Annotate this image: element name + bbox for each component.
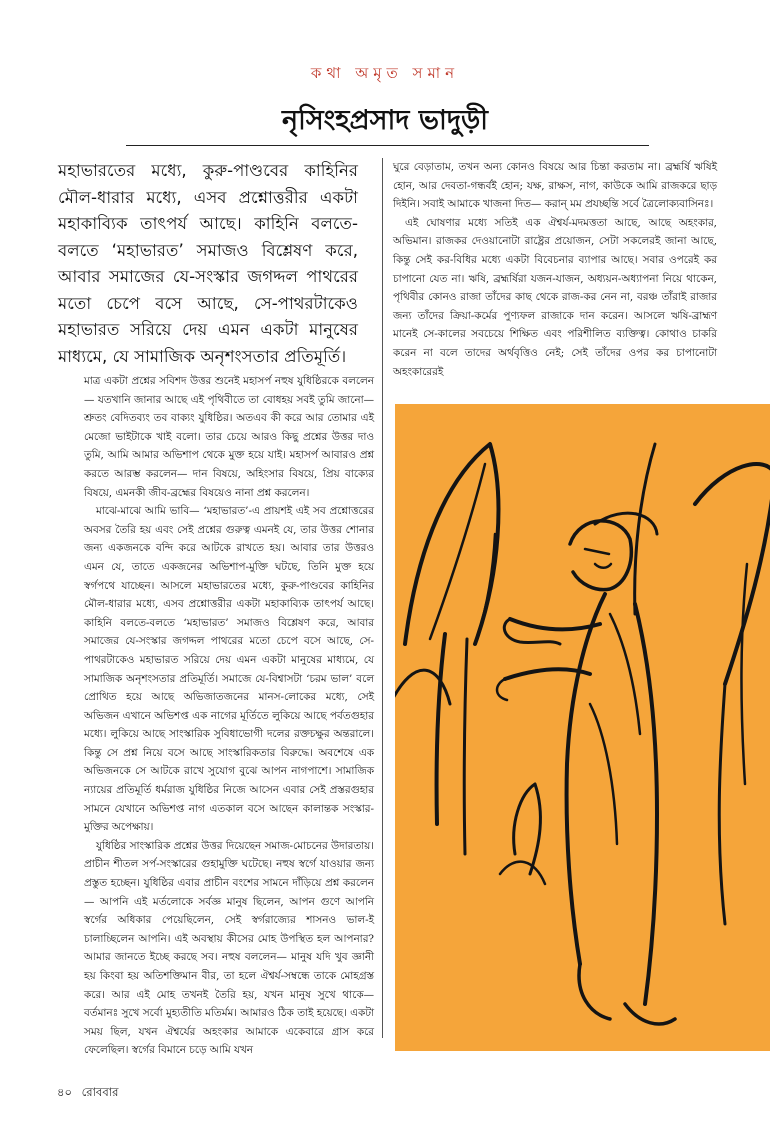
right-column <box>393 158 717 381</box>
illustration-drawing <box>395 404 770 1051</box>
paragraph: মাঝে-মাঝে আমি ভাবি— ‘মহাভারত’-এ প্রায়শই এই সব প্রশ্নোত্তরের অবসর তৈরি হয় এবং সেই প্রশ্নের গুরুত্ব এমনই যে, তার উত্তর শোনার জন্য একজনকে বন্দি করে আটকে রাখতে হয়। আবার তার উত্তরও এমন যে, তাতে একজনের অভিশাপ-মুক্তি ঘটছে, তিনি মুক্ত হয়ে স্বর্গপথে যাচ্ছেন। আসলে মহাভারতের মধ্যে, কুরু-পাণ্ডবের কাহিনির মৌল-ধারার মধ্যে, এসব প্রশ্নোত্তরীর একটা মহাকাব্যিক তাৎপর্য আছে। কাহিনি বলতে-বলতে ‘মহাভারত’ সমাজও বিশ্লেষণ করে, আবার সমাজের যে-সংস্কার জগদ্দল পাথরের মতো চেপে বসে আছে, সে-পাথরটাকেও মহাভারত সরিয়ে দেয় এমন একটা মানুষের মাধ্যমে, যে সামাজিক অনৃশংসতার প্রতিমূর্তি। সমাজে যে-বিশ্বাসটা ‘চরম ভাল’ বলে প্রোথিত হয়ে আছে অভিজাতজনের মানস-লোকের মধ্যে, সেই অভিজন এখানে অভিশপ্ত এক নাগের মূর্তিতে লুকিয়ে আছে পর্বতগুহার মধ্যে। লুকিয়ে আছে সাংস্কারিক সুবিধাভোগী দলের রক্তচক্ষুর অন্তরালে। কিন্তু সে প্রশ্ন নিয়ে বসে আছে সাংস্কারিকতার বিরুদ্ধে। অবশেষে এক অভিজনকে সে আটকে রাখে সুযোগ বুঝে আপন নাগপাশে। সামাজিক ন্যায়ের প্রতিমূর্তি ধর্মরাজ যুধিষ্ঠির নিজে আসেন এবার সেই প্রস্তরগুহার সামনে যেখানে অভিশপ্ত নাগ এতকাল বসে আছেন কালান্তক সংস্কার-মুক্তির অপেক্ষায়। <box>84 505 374 834</box>
magazine-name: রোববার <box>81 1085 119 1099</box>
illustration <box>395 404 770 1051</box>
paragraph: মাত্র একটা প্রশ্নের সবিশদ উত্তর শুনেই মহাসর্প নহুষ যুধিষ্ঠিরকে বললেন— যতখানি জানার আছে এই পৃথিবীতে তা বোধহয় সবই তুমি জানো— শ্রুতং বেদিতব্যং তব বাক্যং যুধিষ্ঠির। অতএব কী করে আর তোমার এই মেজো ভাইটাকে খাই বলো। তার চেয়ে আরও কিছু প্রশ্নের উত্তর দাও তুমি, আমি আমার অভিশাপ থেকে মুক্ত হয়ে যাই। মহাসর্প আবারও প্রশ্ন করতে আরম্ভ করলেন— দান বিষয়ে, অহিংসার বিষয়ে, প্রিয় বাক্যের বিষয়ে, এমনকী জীব-ব্রহ্মের বিষয়েও নানা প্রশ্ন করলেন। <box>84 375 374 499</box>
paragraph: এই ঘোষণার মধ্যে সতিই এক ঐশ্বর্য-মদমত্ততা আছে, আছে অহংকার, অভিমান। রাজকর দেওয়ানোটা রাষ্ট্রের প্রয়োজন, সেটা সকলেরই জানা আছে, কিন্তু সেই কর-বিধির মধ্যে একটা বিবেচনার ব্যাপার আছে। সবার ওপরেই কর চাপানো যেত না। ঋষি, ব্রহ্মর্ষিরা যজন-যাজন, অধ্যয়ন-অধ্যাপনা নিয়ে থাকেন, পৃথিবীর কোনও রাজা তাঁদের কাছ থেকে রাজ-কর নেন না, বরঞ্চ তাঁরাই রাজার জন্য তাঁদের ক্রিয়া-কর্মের পুণ্যফল রাজাকে দান করেন। আসলে ঋষি-ব্রাহ্মণ মানেই সে-কালের সবচেয়ে শিক্ষিত এবং পরিশীলিত ব্যক্তিত্ব। কোথাও চাকরি করেন না বলে তাদের অর্থবৃত্তিও নেই; সেই তাঁদের ওপর কর চাপানোটা অহংকারেরই <box>393 216 717 378</box>
pull-quote: মহাভারতের মধ্যে, কুরু-পাণ্ডবের কাহিনির মৌল-ধারার মধ্যে, এসব প্রশ্নোত্তরীর একটা মহাকাব্যিক তাৎপর্য আছে। কাহিনি বলতে-বলতে ‘মহাভারত’ সমাজও বিশ্লেষণ করে, আবার সমাজের যে-সংস্কার জগদ্দল পাথরের মতো চেপে বসে আছে, সে-পাথরটাকেও মহাভারত সরিয়ে দেয় এমন একটা মানুষের মাধ্যমে, যে সামাজিক অনৃশংসতার প্রতিমূর্তি। <box>58 161 358 366</box>
left-column <box>84 372 374 1060</box>
paragraph: যুধিষ্ঠির সাংস্কারিক প্রশ্নের উত্তর দিয়েছেন সমাজ-মোচনের উদারতায়। প্রাচীন শীতল সর্প-সংস্কারের গুহামুক্তি ঘটেছে। নহুষ স্বর্গে যাওয়ার জন্য প্রস্তুত হচ্ছেন। যুধিষ্ঠির এবার প্রাচীন বংশের সামনে দাঁড়িয়ে প্রশ্ন করলেন— আপনি এই মর্তলোকে সর্বজ্ঞ মানুষ ছিলেন, আপন গুণে আপনি স্বর্গের অধিকার পেয়েছিলেন, সেই স্বর্গরাজ্যের শাসনও ভাল-ই চালাচ্ছিলেন আপনি। এই অবস্থায় কীসের মোহ উপস্থিত হল আপনার? আমার জানতে ইচ্ছে করছে সব। নহুষ বললেন— মানুষ যদি খুব জ্ঞানী হয় কিংবা হয় অতিশক্তিমান বীর, তা হলে ঐশ্বর্য-সম্বন্ধে তাকে মোহগ্রস্ত করে। আর এই মোহ তখনই তৈরি হয়, যখন মানুষ সুখে থাকে— বর্তমানঃ সুখে সর্বো মুহ্যতীতি মতির্মম। আমারও ঠিক তাই হয়েছে। একটা সময় ছিল, যখন ঐশ্বর্যের অহংকার আমাকে একেবারে গ্রাস করে ফেলেছিল। স্বর্গের বিমানে চড়ে আমি যখন <box>84 839 374 1057</box>
author-name: নৃসিংহপ্রসাদ ভাদুড়ী <box>281 105 489 136</box>
series-title: কথা অমৃত সমান <box>310 64 460 82</box>
paragraph: ঘুরে বেড়াতাম, তখন অন্য কোনও বিষয়ে আর চিন্তা করতাম না। ব্রহ্মর্ষি ঋষিই হোন, আর দেবতা-গন্ধর্বই হোন; যক্ষ, রাক্ষস, নাগ, কাউকে আমি রাজকরে ছাড় দিইনি। সবাই আমাকে খাজনা দিত— করান্ মম প্রযচ্ছন্তি সর্বে ত্রৈলোক্যবাসিনঃ। <box>393 161 717 211</box>
page-footer <box>57 1084 118 1103</box>
header-rule <box>126 145 649 146</box>
column-divider <box>382 158 383 1038</box>
page-number: ৪০ <box>57 1085 72 1099</box>
